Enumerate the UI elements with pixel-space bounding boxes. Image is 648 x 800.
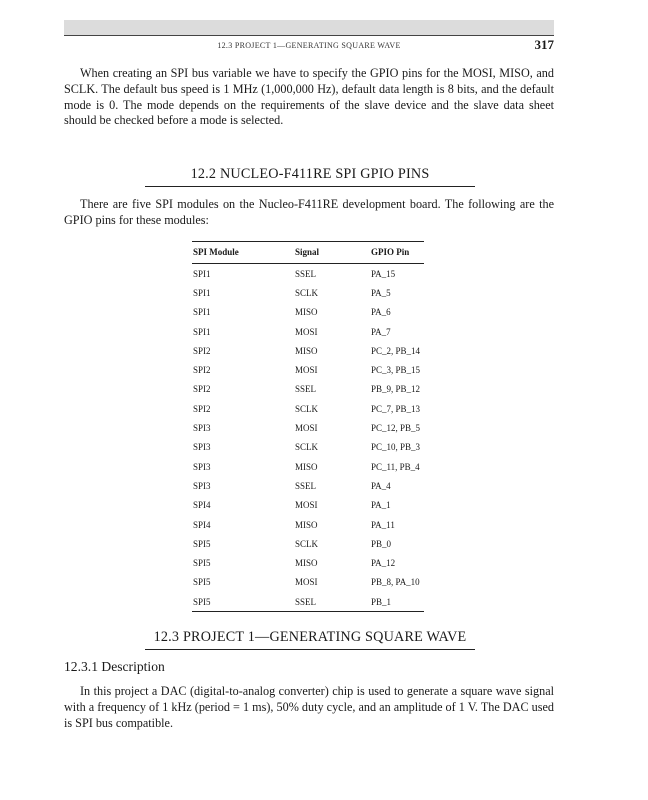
table-row — [192, 457, 424, 476]
cell-gpio-pin: PB_1 — [370, 592, 424, 612]
table-row — [192, 264, 424, 284]
table-row — [192, 553, 424, 572]
column-header-spi-module: SPI Module — [192, 242, 294, 264]
cell-spi-module: SPI1 — [193, 268, 211, 279]
cell-gpio-pin: PA_6 — [371, 307, 391, 318]
table-row — [192, 418, 424, 437]
table-row — [192, 341, 424, 360]
cell-signal: SSEL — [295, 480, 317, 491]
column-header-signal: Signal — [294, 242, 370, 264]
table-row — [192, 360, 424, 379]
table-row — [192, 322, 424, 341]
cell-spi-module: SPI2 — [193, 403, 211, 414]
cell-gpio-pin: PB_9, PB_12 — [371, 384, 421, 395]
cell-gpio-pin: PC_10, PB_3 — [371, 442, 421, 453]
cell-signal: MISO — [295, 558, 318, 569]
section-12-3-title: 12.3 PROJECT 1—GENERATING SQUARE WAVE — [145, 629, 475, 650]
cell-signal: SCLK — [295, 287, 319, 298]
cell-signal: SSEL — [295, 384, 317, 395]
cell-signal: MISO — [295, 461, 318, 472]
cell-spi-module: SPI2 — [193, 384, 211, 395]
cell-signal: MOSI — [295, 577, 318, 588]
cell-spi-module: SPI4 — [193, 500, 211, 511]
table-row — [192, 283, 424, 302]
cell-gpio-pin: PA_4 — [371, 480, 391, 491]
cell-gpio-pin: PC_11, PB_4 — [371, 461, 420, 472]
section-12-2-title: 12.2 NUCLEO-F411RE SPI GPIO PINS — [145, 166, 475, 187]
cell-signal: SSEL — [294, 592, 370, 612]
cell-signal: MISO — [295, 519, 318, 530]
table-row — [192, 380, 424, 399]
cell-spi-module: SPI1 — [193, 287, 211, 298]
table-row — [192, 438, 424, 457]
section-12-3-1-title: 12.3.1 Description — [64, 659, 165, 674]
cell-gpio-pin: PC_12, PB_5 — [371, 423, 421, 434]
spi-gpio-table — [192, 241, 424, 612]
cell-signal: MISO — [295, 345, 318, 356]
cell-spi-module: SPI1 — [193, 307, 211, 318]
cell-gpio-pin: PA_15 — [371, 268, 396, 279]
cell-signal: MOSI — [295, 500, 318, 511]
table-row — [192, 496, 424, 515]
cell-signal: MOSI — [295, 326, 318, 337]
section-12-3-1-paragraph — [64, 684, 554, 731]
cell-spi-module: SPI3 — [193, 461, 211, 472]
cell-gpio-pin: PA_1 — [371, 500, 391, 511]
table-row — [192, 534, 424, 553]
cell-signal: SCLK — [295, 538, 319, 549]
cell-gpio-pin: PA_5 — [371, 287, 391, 298]
cell-gpio-pin: PB_0 — [371, 538, 392, 549]
cell-spi-module: SPI3 — [193, 480, 211, 491]
cell-gpio-pin: PA_12 — [371, 558, 396, 569]
cell-spi-module: SPI2 — [193, 365, 211, 376]
table-row — [192, 573, 424, 592]
cell-gpio-pin: PC_3, PB_15 — [371, 365, 421, 376]
table-row — [192, 476, 424, 495]
page-top-bar — [64, 20, 554, 35]
table-row — [192, 303, 424, 322]
cell-signal: MOSI — [295, 423, 318, 434]
cell-gpio-pin: PB_8, PA_10 — [371, 577, 420, 588]
cell-spi-module: SPI4 — [193, 519, 211, 530]
header-rule — [64, 35, 554, 36]
cell-gpio-pin: PC_7, PB_13 — [371, 403, 421, 414]
column-header-gpio-pin: GPIO Pin — [370, 242, 424, 264]
cell-signal: SCLK — [295, 403, 319, 414]
table-row — [192, 592, 424, 612]
section-12-2-paragraph — [64, 197, 554, 229]
cell-signal: SCLK — [295, 442, 319, 453]
cell-spi-module: SPI3 — [193, 442, 211, 453]
running-head: 12.3 PROJECT 1—GENERATING SQUARE WAVE — [217, 41, 401, 50]
section-12-3-1-paragraph-text: In this project a DAC (digital-to-analog converter) chip is used to generate a square wave signal with a frequency of 1 kHz (period = 1 ms), 50% duty cycle, and an amplitude of 1 V. The DAC used is SPI bus compatible. — [64, 684, 554, 730]
section-12-2-paragraph-text: There are five SPI modules on the Nucleo-F411RE development board. The following are the GPIO pins for these modules: — [64, 197, 554, 227]
cell-spi-module: SPI5 — [193, 577, 211, 588]
intro-paragraph — [64, 66, 554, 129]
cell-spi-module: SPI5 — [192, 592, 294, 612]
page-number: 317 — [534, 37, 554, 52]
intro-paragraph-text: When creating an SPI bus variable we have to specify the GPIO pins for the MOSI, MISO, and SCLK. The default bus speed is 1 MHz (1,000,000 Hz), default data length is 8 bits, and the default mode is 0. The mode depends on the requirements of the slave device and the slave data sheet should be checked before a mode is selected. — [64, 66, 554, 128]
cell-spi-module: SPI1 — [193, 326, 211, 337]
cell-spi-module: SPI2 — [193, 345, 211, 356]
cell-gpio-pin: PC_2, PB_14 — [371, 345, 421, 356]
cell-signal: MOSI — [295, 365, 318, 376]
cell-spi-module: SPI5 — [193, 558, 211, 569]
cell-spi-module: SPI3 — [193, 423, 211, 434]
cell-gpio-pin: PA_11 — [371, 519, 395, 530]
cell-spi-module: SPI5 — [193, 538, 211, 549]
cell-gpio-pin: PA_7 — [371, 326, 391, 337]
table-row — [192, 515, 424, 534]
cell-signal: MISO — [295, 307, 318, 318]
cell-signal: SSEL — [295, 268, 317, 279]
table-row — [192, 399, 424, 418]
table-header-row — [192, 242, 424, 264]
